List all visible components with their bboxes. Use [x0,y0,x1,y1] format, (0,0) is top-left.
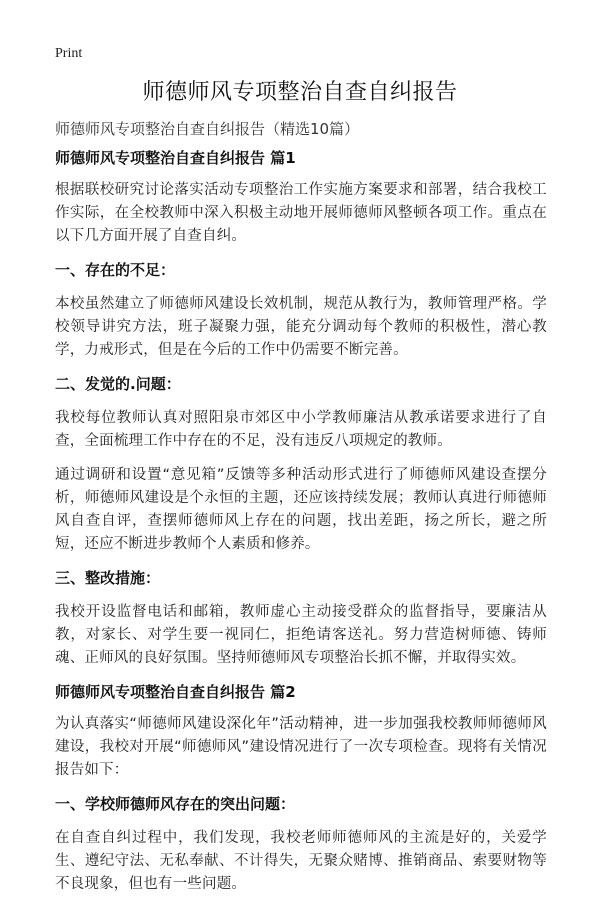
article-heading: 师德师风专项整治自查自纠报告 篇1 [55,149,296,167]
section-paragraph: 在自查自纠过程中，我们发现，我校老师师德师风的主流是好的，关爱学生、遵纪守法、无私奉献、不计得失，无聚众赌博、推销商品、索要财物等不良现象，但也有一些问题。 [55,830,547,892]
print-label: Print [55,46,83,61]
article-intro: 为认真落实“师德师风建设深化年”活动精神，进一步加强我校教师师德师风建设，我校对开展“师德师风”建设情况进行了一次专项检查。现将有关情况报告如下： [55,716,547,778]
section-paragraph: 我校每位教师认真对照阳泉市郊区中小学教师廉洁从教承诺要求进行了自查，全面梳理工作中存在的不足，没有违反八项规定的教师。 [55,410,547,449]
article-1 [55,147,547,670]
article-intro: 根据联校研究讨论落实活动专项整治工作实施方案要求和部署，结合我校工作实际，在全校教师中深入积极主动地开展师德师风整顿各项工作。重点在以下几方面开展了自查自纠。 [55,182,547,244]
section-paragraph: 通过调研和设置“意见箱”反馈等多种活动形式进行了师德师风建设查摆分析，师德师风建设是个永恒的主题，还应该持续发展；教师认真进行师德师风自查自评，查摆师德师风上存在的问题，找出差距，扬之所长，避之所短，还应不断进步教师个人素质和修养。 [55,467,547,552]
document-subtitle: 师德师风专项整治自查自纠报告（精选10篇） [55,120,360,138]
section-heading: 三、整改措施： [55,569,161,587]
article-2 [55,681,547,896]
section-paragraph: 本校虽然建立了师德师风建设长效机制，规范从教行为，教师管理严格。学校领导讲究方法，班子凝聚力强，能充分调动每个教师的积极性，潜心教学，力戒形式，但是在今后的工作中仍需要不断完善。 [55,296,547,358]
document-title: 师德师风专项整治自查自纠报告 [142,80,458,105]
document-body [55,147,547,907]
section-heading: 一、学校师德师风存在的突出问题： [55,795,296,813]
section-heading: 二、发觉的.问题： [55,375,181,393]
article-heading: 师德师风专项整治自查自纠报告 篇2 [55,683,296,701]
section-heading: 一、存在的不足： [55,261,176,279]
section-paragraph: 我校开设监督电话和邮箱，教师虚心主动接受群众的监督指导，要廉洁从教，对家长、对学生要一视同仁，拒绝请客送礼。努力营造树师德、铸师魂、正师风的良好氛围。坚持师德师风专项整治长抓不懈，并取得实效。 [55,604,547,666]
